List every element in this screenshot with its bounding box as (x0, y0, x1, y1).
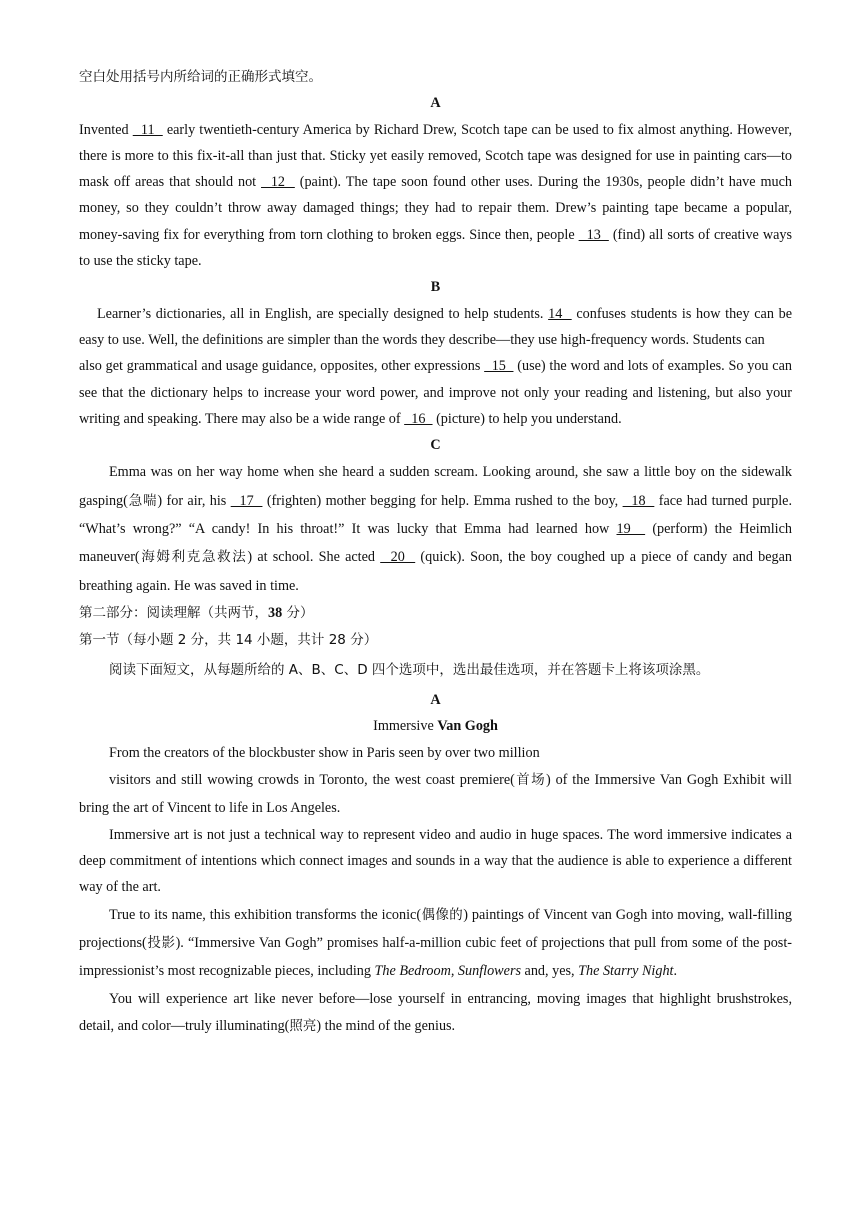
reading-a-paragraph-1: From the creators of the blockbuster show in Paris seen by over two million (109, 744, 540, 761)
reading-a-paragraph-2: visitors and still wowing crowds in Toronto, the west coast premiere(首场) of the Immersive Van Gogh Exhibit will bring the art of Vincent to life in Los Angeles. (79, 771, 792, 816)
document-page (79, 64, 792, 1041)
reading-a-title: Immersive Van Gogh (373, 718, 498, 735)
instruction: 空白处用括号内所给词的正确形式填空。 (79, 69, 322, 85)
section-a-paragraph: Invented 11 early twentieth-century America by Richard Drew, Scotch tape can be used to fix almost anything. However, there is more to this fix-it-all than just that. Sticky yet easily removed, Scotch tape was designed for use in painting cars—to mask off areas that should not 12 (paint). The tape soon found other uses. During the 1930s, people didn’t have much money, so they couldn’t throw away damaged things; they had to repair them. Drew’s painting tape became a popular, money-saving fix for everything from torn clothing to broken eggs. Since then, people 13 (find) all sorts of creative ways to use the sticky tape. (79, 121, 792, 270)
section-c-paragraph: Emma was on her way home when she heard a sudden scream. Looking around, she saw a little boy on the sidewalk gasping(急喘) for air, his 17 (frighten) mother begging for help. Emma rushed to the boy, 18 face had turned purple. “What’s wrong?” “A candy! In his throat!” It was lucky that Emma had learned how 19 (perform) the Heimlich maneuver(海姆利克急救法) at school. She acted 20 (quick). Soon, the boy coughed up a piece of candy and began breathing again. He was saved in time. (79, 464, 793, 594)
reading-a-paragraph-4: True to its name, this exhibition transforms the iconic(偶像的) paintings of Vincent van Gogh into moving, wall-filling projections(投影). “Immersive Van Gogh” promises half-a-million cubic feet of projections that pull from some of the post-impressionist’s most recognizable pieces, including The Bedroom, Sunflowers and, yes, The Starry Night. (79, 906, 792, 980)
blank-15[interactable]: 15 (484, 358, 514, 375)
blank-17[interactable]: 17 (230, 492, 263, 509)
section-b-paragraph-2: also get grammatical and usage guidance, opposites, other expressions 15 (use) the word and lots of examples. So you can see that the dictionary helps to increase your word power, and improve not only your reading and listening, but also your writing and speaking. There may also be a wide range of 16 (picture) to help you understand. (79, 358, 792, 427)
section-c-heading: C (430, 437, 441, 454)
blank-13[interactable]: 13 (578, 226, 609, 243)
reading-a-heading: A (430, 691, 441, 708)
blank-19[interactable]: 19 (616, 521, 646, 538)
reading-directions: 阅读下面短文，从每题所给的 A、B、C、D 四个选项中，选出最佳选项，并在答题卡上将该项涂黑。 (109, 661, 710, 678)
section-one-title: 第一节（每小题 2 分，共 14 小题，共计 28 分） (79, 631, 378, 648)
section-b-heading: B (430, 279, 441, 296)
blank-16[interactable]: 16 (404, 410, 433, 427)
blank-12[interactable]: 12 (261, 174, 295, 191)
blank-14[interactable]: 14 (548, 305, 572, 322)
blank-20[interactable]: 20 (380, 549, 416, 566)
blank-11[interactable]: 11 (132, 121, 163, 138)
part-two-title: 第二部分：阅读理解（共两节，38 分） (79, 604, 314, 621)
section-b-paragraph-1: Learner’s dictionaries, all in English, are specially designed to help students. 14 confuses students is how they can be easy to use. Well, the definitions are simpler than the words they describe—they use high-frequency words. Students can (79, 305, 792, 348)
reading-a-paragraph-3: Immersive art is not just a technical way to represent video and audio in huge spaces. The word immersive indicates a deep commitment of intentions which connect images and sounds in a way that the audience is able to experience a different way of the art. (79, 826, 792, 896)
reading-a-paragraph-5: You will experience art like never before—lose yourself in entrancing, moving images that highlight brushstrokes, detail, and color—truly illuminating(照亮) the mind of the genius. (79, 990, 792, 1035)
section-a-heading: A (430, 95, 441, 112)
blank-18[interactable]: 18 (622, 492, 655, 509)
